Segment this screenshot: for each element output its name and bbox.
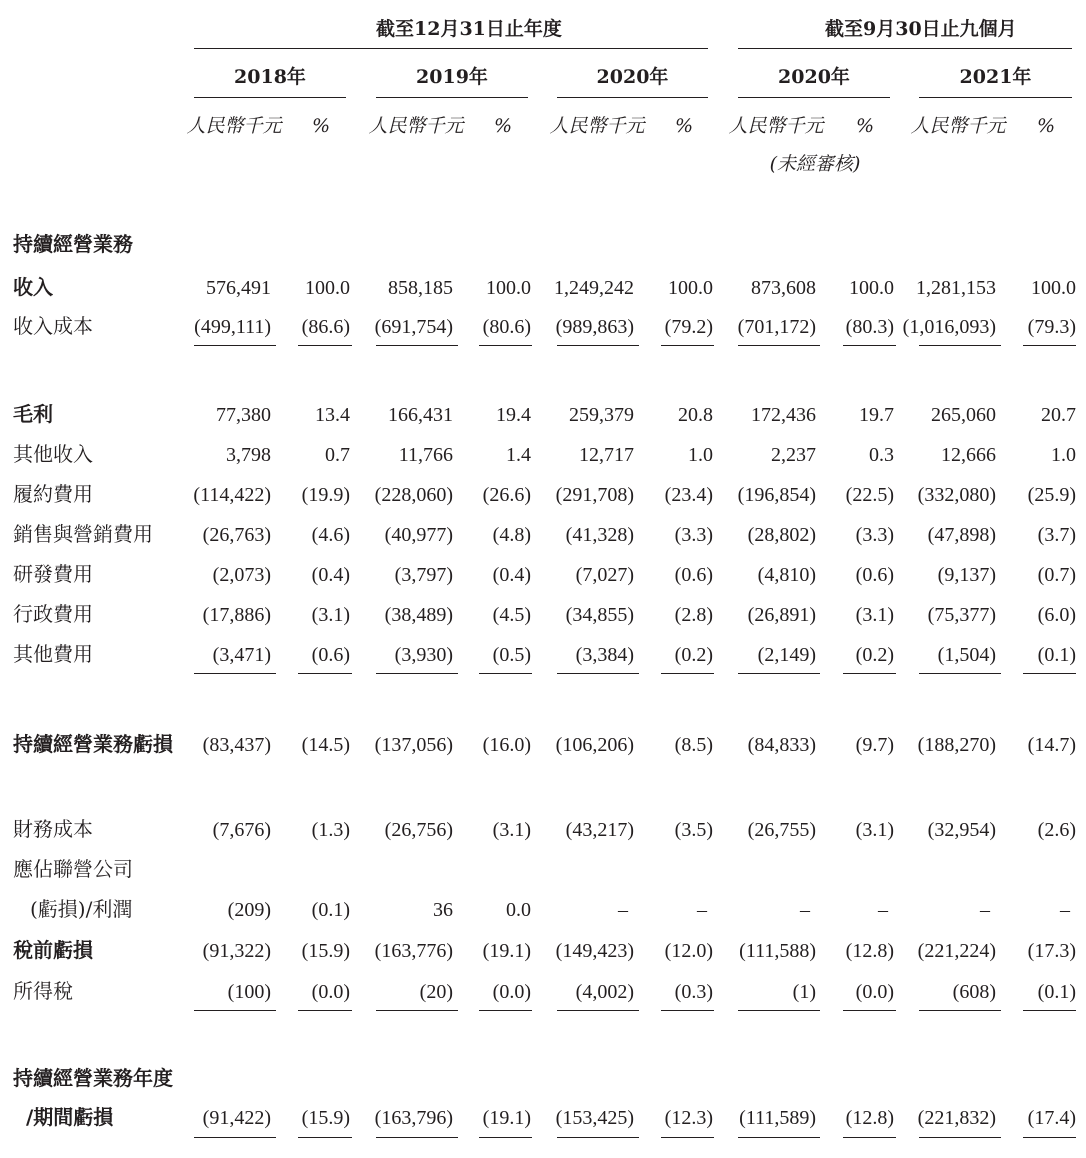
unit-rmb: 人民幣千元 xyxy=(549,115,645,137)
unit-rmb: 人民幣千元 xyxy=(728,115,824,137)
table-cell: 100.0 xyxy=(305,277,350,299)
table-cell: 0.0 xyxy=(506,899,531,921)
table-cell: (7,027) xyxy=(575,564,634,586)
table-cell: (12.8) xyxy=(845,940,894,962)
table-cell: (80.6) xyxy=(482,316,531,338)
table-cell: (43,217) xyxy=(565,819,634,841)
row-label: 毛利 xyxy=(13,402,53,426)
table-cell: – xyxy=(878,899,888,921)
table-cell: (106,206) xyxy=(555,734,634,756)
table-cell: (9.7) xyxy=(855,734,894,756)
table-cell: (22.5) xyxy=(845,484,894,506)
table-cell: 11,766 xyxy=(398,444,453,466)
table-cell: 36 xyxy=(433,899,453,921)
table-cell: (0.3) xyxy=(674,981,713,1003)
table-cell: (12.0) xyxy=(664,940,713,962)
table-cell: (19.1) xyxy=(482,1107,531,1129)
table-cell: (2.6) xyxy=(1037,819,1076,841)
table-cell: 172,436 xyxy=(751,404,816,426)
table-cell: (111,589) xyxy=(739,1107,816,1129)
rule-year-2018 xyxy=(194,97,346,98)
table-cell: (26,755) xyxy=(747,819,816,841)
table-cell: (41,328) xyxy=(565,524,634,546)
table-cell: 858,185 xyxy=(388,277,453,299)
subtotal-rule xyxy=(479,345,532,346)
row-label: 持續經營業務 xyxy=(13,232,133,256)
subtotal-rule xyxy=(376,1137,458,1138)
table-cell: 1.0 xyxy=(688,444,713,466)
table-cell: (332,080) xyxy=(917,484,996,506)
table-cell: (83,437) xyxy=(202,734,271,756)
table-cell: (3.3) xyxy=(674,524,713,546)
table-cell: (209) xyxy=(227,899,271,921)
rule-period-b xyxy=(738,48,1072,49)
table-cell: (0.2) xyxy=(674,644,713,666)
table-cell: – xyxy=(697,899,707,921)
table-cell: (19.9) xyxy=(301,484,350,506)
table-cell: (86.6) xyxy=(301,316,350,338)
table-cell: (111,588) xyxy=(739,940,816,962)
table-cell: – xyxy=(618,899,628,921)
subtotal-rule xyxy=(376,1010,458,1011)
row-label: (虧損)/利潤 xyxy=(30,897,133,921)
unaudited-note: (未經審核) xyxy=(769,153,861,175)
table-cell: (75,377) xyxy=(927,604,996,626)
subtotal-rule xyxy=(919,1010,1001,1011)
table-cell: 0.3 xyxy=(869,444,894,466)
table-cell: (0.4) xyxy=(311,564,350,586)
table-cell: (196,854) xyxy=(737,484,816,506)
subtotal-rule xyxy=(557,1137,639,1138)
year-2018: 2018年 xyxy=(234,66,306,88)
subtotal-rule xyxy=(194,345,276,346)
table-cell: 259,379 xyxy=(569,404,634,426)
table-cell: (0.6) xyxy=(855,564,894,586)
table-cell: (34,855) xyxy=(565,604,634,626)
subtotal-rule xyxy=(738,345,820,346)
table-cell: 1,249,242 xyxy=(554,277,634,299)
subtotal-rule xyxy=(298,1010,352,1011)
row-label: 稅前虧損 xyxy=(13,938,93,962)
period-header-nine-months: 截至9月30日止九個月 xyxy=(825,18,1017,40)
table-cell: (2,073) xyxy=(212,564,271,586)
table-cell: 12,666 xyxy=(941,444,996,466)
table-cell: 1.4 xyxy=(506,444,531,466)
table-cell: (26,891) xyxy=(747,604,816,626)
table-cell: (0.1) xyxy=(1037,981,1076,1003)
subtotal-rule xyxy=(194,673,276,674)
table-cell: 1,281,153 xyxy=(916,277,996,299)
table-cell: (47,898) xyxy=(927,524,996,546)
table-cell: (153,425) xyxy=(555,1107,634,1129)
subtotal-rule xyxy=(298,345,352,346)
table-cell: (1,504) xyxy=(937,644,996,666)
table-cell: (149,423) xyxy=(555,940,634,962)
table-cell: (3.1) xyxy=(855,819,894,841)
table-cell: (7,676) xyxy=(212,819,271,841)
table-cell: (3.7) xyxy=(1037,524,1076,546)
row-label: 其他收入 xyxy=(13,442,93,466)
table-cell: (3.1) xyxy=(492,819,531,841)
table-cell: (17.3) xyxy=(1027,940,1076,962)
table-cell: 100.0 xyxy=(849,277,894,299)
table-cell: (91,322) xyxy=(202,940,271,962)
table-cell: (2.8) xyxy=(674,604,713,626)
subtotal-rule xyxy=(194,1137,276,1138)
subtotal-rule xyxy=(843,1010,896,1011)
row-label: 銷售與營銷費用 xyxy=(13,522,153,546)
table-cell: (14.7) xyxy=(1027,734,1076,756)
table-cell: 873,608 xyxy=(751,277,816,299)
subtotal-rule xyxy=(843,1137,896,1138)
rule-year-2020-nm xyxy=(738,97,890,98)
subtotal-rule xyxy=(479,1010,532,1011)
table-cell: (19.1) xyxy=(482,940,531,962)
subtotal-rule xyxy=(661,1010,714,1011)
table-cell: (0.6) xyxy=(674,564,713,586)
table-cell: (14.5) xyxy=(301,734,350,756)
table-cell: (12.3) xyxy=(664,1107,713,1129)
subtotal-rule xyxy=(376,673,458,674)
subtotal-rule xyxy=(1023,345,1076,346)
table-cell: (0.6) xyxy=(311,644,350,666)
table-cell: (163,776) xyxy=(374,940,453,962)
unit-pct: % xyxy=(311,115,331,137)
subtotal-rule xyxy=(919,673,1001,674)
table-cell: (38,489) xyxy=(384,604,453,626)
unit-pct: % xyxy=(674,115,694,137)
table-cell: (91,422) xyxy=(202,1107,271,1129)
table-cell: 576,491 xyxy=(206,277,271,299)
row-label: 持續經營業務年度 xyxy=(13,1066,173,1090)
row-label: 財務成本 xyxy=(13,817,93,841)
year-2021-nine-months: 2021年 xyxy=(959,66,1032,88)
subtotal-rule xyxy=(1023,1010,1076,1011)
table-cell: (499,111) xyxy=(194,316,271,338)
table-cell: (26.6) xyxy=(482,484,531,506)
table-cell: (15.9) xyxy=(301,1107,350,1129)
table-cell: (163,796) xyxy=(374,1107,453,1129)
table-cell: (701,172) xyxy=(737,316,816,338)
table-cell: (80.3) xyxy=(845,316,894,338)
table-cell: (40,977) xyxy=(384,524,453,546)
table-cell: – xyxy=(980,899,990,921)
table-cell: (0.1) xyxy=(311,899,350,921)
row-label: 其他費用 xyxy=(13,642,93,666)
table-cell: 0.7 xyxy=(325,444,350,466)
subtotal-rule xyxy=(661,1137,714,1138)
row-label: 研發費用 xyxy=(13,562,93,586)
table-cell: (1,016,093) xyxy=(902,316,996,338)
subtotal-rule xyxy=(298,673,352,674)
table-cell: (0.2) xyxy=(855,644,894,666)
table-cell: (691,754) xyxy=(374,316,453,338)
row-label: 行政費用 xyxy=(13,602,93,626)
table-cell: (100) xyxy=(227,981,271,1003)
row-label: 應佔聯營公司 xyxy=(13,857,133,881)
subtotal-rule xyxy=(479,673,532,674)
unit-pct: % xyxy=(493,115,513,137)
table-cell: 100.0 xyxy=(486,277,531,299)
subtotal-rule xyxy=(1023,673,1076,674)
table-cell: (2,149) xyxy=(757,644,816,666)
table-cell: 19.4 xyxy=(496,404,531,426)
subtotal-rule xyxy=(661,345,714,346)
table-cell: (26,756) xyxy=(384,819,453,841)
table-cell: (17.4) xyxy=(1027,1107,1076,1129)
table-cell: (8.5) xyxy=(674,734,713,756)
table-cell: 20.8 xyxy=(678,404,713,426)
table-cell: (228,060) xyxy=(374,484,453,506)
year-2019: 2019年 xyxy=(416,66,488,88)
subtotal-rule xyxy=(738,673,820,674)
table-cell: (16.0) xyxy=(482,734,531,756)
row-label: /期間虧損 xyxy=(26,1105,114,1129)
subtotal-rule xyxy=(843,673,896,674)
table-cell: (0.0) xyxy=(311,981,350,1003)
table-cell: (79.3) xyxy=(1027,316,1076,338)
table-cell: (4.8) xyxy=(492,524,531,546)
table-cell: (4.6) xyxy=(311,524,350,546)
subtotal-rule xyxy=(557,345,639,346)
table-cell: (32,954) xyxy=(927,819,996,841)
table-cell: (137,056) xyxy=(374,734,453,756)
table-cell: (0.5) xyxy=(492,644,531,666)
subtotal-rule xyxy=(557,1010,639,1011)
rule-period-a xyxy=(194,48,708,49)
table-cell: (114,422) xyxy=(193,484,271,506)
table-cell: (28,802) xyxy=(747,524,816,546)
table-cell: – xyxy=(1060,899,1070,921)
table-cell: (4,810) xyxy=(757,564,816,586)
subtotal-rule xyxy=(738,1010,820,1011)
subtotal-rule xyxy=(479,1137,532,1138)
subtotal-rule xyxy=(843,345,896,346)
subtotal-rule xyxy=(919,345,1001,346)
row-label: 收入 xyxy=(13,275,53,299)
subtotal-rule xyxy=(376,345,458,346)
table-cell: (4,002) xyxy=(575,981,634,1003)
rule-year-2020 xyxy=(557,97,708,98)
unit-pct: % xyxy=(1036,115,1056,137)
table-cell: (20) xyxy=(419,981,453,1003)
table-cell: (0.7) xyxy=(1037,564,1076,586)
table-cell: (79.2) xyxy=(664,316,713,338)
unit-rmb: 人民幣千元 xyxy=(186,115,282,137)
unit-rmb: 人民幣千元 xyxy=(910,115,1006,137)
table-cell: 3,798 xyxy=(226,444,271,466)
table-cell: (1.3) xyxy=(311,819,350,841)
table-cell: (608) xyxy=(952,981,996,1003)
unit-pct: % xyxy=(855,115,875,137)
table-cell: (3,797) xyxy=(394,564,453,586)
table-cell: (15.9) xyxy=(301,940,350,962)
table-cell: (3.1) xyxy=(311,604,350,626)
table-cell: 19.7 xyxy=(859,404,894,426)
table-cell: (3.5) xyxy=(674,819,713,841)
subtotal-rule xyxy=(738,1137,820,1138)
table-cell: (0.0) xyxy=(855,981,894,1003)
unit-rmb: 人民幣千元 xyxy=(368,115,464,137)
rule-year-2021-nm xyxy=(919,97,1072,98)
table-cell: (989,863) xyxy=(555,316,634,338)
table-cell: 20.7 xyxy=(1041,404,1076,426)
table-cell: (188,270) xyxy=(917,734,996,756)
table-cell: (3.3) xyxy=(855,524,894,546)
subtotal-rule xyxy=(557,673,639,674)
table-cell: (3,384) xyxy=(575,644,634,666)
rule-year-2019 xyxy=(376,97,528,98)
table-cell: (1) xyxy=(792,981,816,1003)
table-cell: (221,832) xyxy=(917,1107,996,1129)
table-cell: (4.5) xyxy=(492,604,531,626)
subtotal-rule xyxy=(1023,1137,1076,1138)
table-cell: 12,717 xyxy=(579,444,634,466)
table-cell: (17,886) xyxy=(202,604,271,626)
table-cell: (26,763) xyxy=(202,524,271,546)
table-cell: – xyxy=(800,899,810,921)
table-cell: (84,833) xyxy=(747,734,816,756)
table-cell: 265,060 xyxy=(931,404,996,426)
row-label: 履約費用 xyxy=(13,482,93,506)
table-cell: (3,471) xyxy=(212,644,271,666)
period-header-year: 截至12月31日止年度 xyxy=(376,18,562,40)
table-cell: (3.1) xyxy=(855,604,894,626)
table-cell: (0.1) xyxy=(1037,644,1076,666)
table-cell: 1.0 xyxy=(1051,444,1076,466)
table-cell: (12.8) xyxy=(845,1107,894,1129)
table-cell: 13.4 xyxy=(315,404,350,426)
table-cell: 100.0 xyxy=(668,277,713,299)
table-cell: (25.9) xyxy=(1027,484,1076,506)
subtotal-rule xyxy=(194,1010,276,1011)
table-cell: (221,224) xyxy=(917,940,996,962)
row-label: 收入成本 xyxy=(13,314,93,338)
row-label: 所得稅 xyxy=(13,979,73,1003)
table-cell: (23.4) xyxy=(664,484,713,506)
subtotal-rule xyxy=(661,673,714,674)
table-cell: (0.4) xyxy=(492,564,531,586)
row-label: 持續經營業務虧損 xyxy=(13,732,173,756)
subtotal-rule xyxy=(919,1137,1001,1138)
table-cell: 100.0 xyxy=(1031,277,1076,299)
subtotal-rule xyxy=(298,1137,352,1138)
year-2020-nine-months: 2020年 xyxy=(778,66,850,88)
table-cell: (291,708) xyxy=(555,484,634,506)
table-cell: 166,431 xyxy=(388,404,453,426)
table-cell: 2,237 xyxy=(771,444,816,466)
table-cell: (6.0) xyxy=(1037,604,1076,626)
table-cell: (3,930) xyxy=(394,644,453,666)
table-cell: (9,137) xyxy=(937,564,996,586)
year-2020: 2020年 xyxy=(596,66,669,88)
table-cell: (0.0) xyxy=(492,981,531,1003)
table-cell: 77,380 xyxy=(216,404,271,426)
